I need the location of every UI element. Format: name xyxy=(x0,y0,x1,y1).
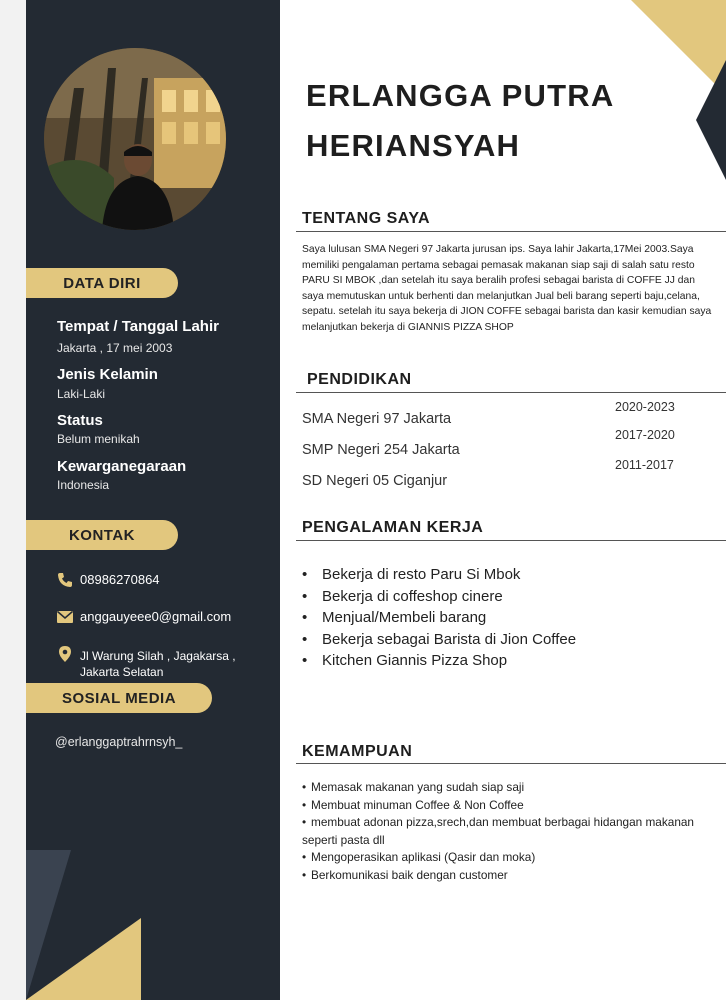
decor-bottom-gold-triangle xyxy=(26,918,141,1000)
data-diri-heading: DATA DIRI xyxy=(26,268,178,298)
nationality-label: Kewarganegaraan xyxy=(57,458,187,475)
education-divider xyxy=(296,392,726,393)
skills-heading: KEMAMPUAN xyxy=(302,743,413,760)
birth-label: Tempat / Tanggal Lahir xyxy=(57,318,219,335)
left-margin-strip xyxy=(0,0,26,1000)
skills-list xyxy=(302,779,702,884)
location-pin-icon xyxy=(56,645,74,663)
list-item: • Membuat minuman Coffee & Non Coffee xyxy=(302,797,524,812)
school-smp: SMP Negeri 254 Jakarta xyxy=(302,442,460,458)
address-line-1: Jl Warung Silah , Jagakarsa , xyxy=(80,649,236,663)
list-item: • Menjual/Membeli barang xyxy=(302,609,487,626)
about-text: Saya lulusan SMA Negeri 97 Jakarta jurusan ips. Saya lahir Jakarta,17Mei 2003.Saya memiliki pengalaman pertama sebagai pemasak makanan siap saji di salah satu resto PARU SI MBOK ,dan setelah itu saya beralih profesi sebagai barista di COFFE JJ dan saya memutuskan untuk berhenti dan melanjutkan Jual beli barang seperti baju,celana, sepatu. setelah itu saya bekerja di JION COFFE sebagai barista dan kasir kemudian saya melanjutkan bekerja di GIANNIS PIZZA SHOP xyxy=(302,244,712,333)
list-item: • Mengoperasikan aplikasi (Qasir dan moka) xyxy=(302,850,536,864)
year-sma: 2020-2023 xyxy=(615,400,675,414)
status-value: Belum menikah xyxy=(57,432,140,446)
about-divider xyxy=(296,231,726,232)
list-item: • membuat adonan pizza,srech,dan membuat berbagai hidangan makanan seperti pasta dll xyxy=(302,815,694,847)
year-sd: 2011-2017 xyxy=(615,458,674,472)
list-item: • Kitchen Giannis Pizza Shop xyxy=(302,652,508,669)
list-item: • Bekerja di coffeshop cinere xyxy=(302,587,503,605)
about-heading: TENTANG SAYA xyxy=(302,210,431,227)
list-item: • Berkomunikasi baik dengan customer xyxy=(302,867,508,882)
list-item: • Memasak makanan yang sudah siap saji xyxy=(302,780,525,794)
list-item: • Bekerja sebagai Barista di Jion Coffee xyxy=(302,630,577,648)
address-line-2: Jakarta Selatan xyxy=(80,665,164,679)
birth-value: Jakarta , 17 mei 2003 xyxy=(57,341,173,355)
envelope-icon xyxy=(56,608,74,626)
list-item: • Bekerja di resto Paru Si Mbok xyxy=(302,566,521,583)
social-handle[interactable]: @erlanggaptrahrnsyh_ xyxy=(55,735,183,749)
experience-list xyxy=(302,564,576,672)
name-line-1: ERLANGGA PUTRA xyxy=(306,78,615,113)
school-sd: SD Negeri 05 Ciganjur xyxy=(302,473,448,489)
gender-label: Jenis Kelamin xyxy=(57,366,158,383)
profile-photo xyxy=(44,48,226,230)
nationality-value: Indonesia xyxy=(57,478,110,492)
phone-icon xyxy=(56,571,74,589)
experience-heading: PENGALAMAN KERJA xyxy=(302,519,484,536)
experience-divider xyxy=(296,540,726,541)
email-address[interactable]: anggauyeee0@gmail.com xyxy=(80,609,232,624)
skills-divider xyxy=(296,763,726,764)
school-sma: SMA Negeri 97 Jakarta xyxy=(302,411,452,427)
sosial-media-heading: SOSIAL MEDIA xyxy=(26,683,212,713)
name-line-2: HERIANSYAH xyxy=(306,128,521,163)
year-smp: 2017-2020 xyxy=(615,428,675,442)
phone-number[interactable]: 08986270864 xyxy=(80,572,160,587)
gender-value: Laki-Laki xyxy=(57,387,106,401)
kontak-heading: KONTAK xyxy=(26,520,178,550)
decor-top-dark-triangle xyxy=(696,60,726,180)
education-heading: PENDIDIKAN xyxy=(307,371,412,388)
status-label: Status xyxy=(57,412,103,429)
